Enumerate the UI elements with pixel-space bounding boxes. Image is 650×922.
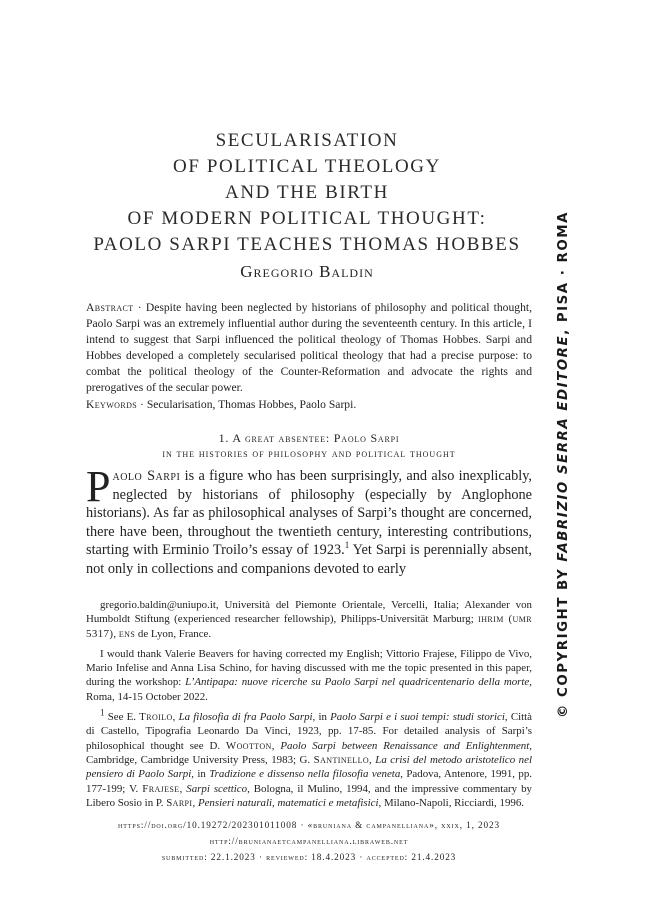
title-line: SECULARISATION (215, 130, 399, 151)
copyright-prefix: © COPYRIGHT BY (556, 561, 571, 718)
footnotes (86, 598, 532, 816)
affiliation-note (86, 598, 532, 641)
footnote-1 (86, 707, 533, 810)
thanks-title: L’Antipapa: nuove ricerche su Paolo Sarpi nel quadricentenario della morte (185, 676, 530, 689)
copyright-suffix: , PISA · ROMA (556, 211, 571, 335)
keywords (86, 397, 532, 413)
acknowledgement-note (86, 647, 532, 704)
thanks-text: , Roma, 14-15 October 2022. (86, 676, 532, 703)
title-line: AND THE BIRTH (225, 182, 389, 203)
fn-author: Troilo (139, 711, 173, 724)
section-heading (86, 430, 532, 462)
fn-text: , Milano-Napoli, Ricciardi, 1996. (378, 796, 524, 809)
keywords-label: Keywords (86, 398, 138, 411)
fn-title: Paolo Sarpi between Renaissance and Enlightenment (280, 739, 530, 752)
doi-link[interactable]: https://doi.org/10.19272/202301011008 · «bruniana & campanelliana», xxix, 1, 2023 (118, 820, 500, 830)
footnote-number: 1 (100, 707, 105, 718)
copyright-notice (556, 211, 571, 718)
keywords-text: Secularisation, Thomas Hobbes, Paolo Sarpi. (146, 398, 357, 411)
abstract-label: Abstract (86, 301, 134, 314)
abstract (86, 300, 532, 396)
fn-text: , Città di Castello, Tipografia Leonardo Da Vinci, 1923, pp. 17-85. For detailed analysis of Sarpi’s philosophical thought see D. (86, 711, 532, 752)
submission-dates: submitted: 22.1.2023 · reviewed: 18.4.2023 · accepted: 21.4.2023 (161, 852, 457, 862)
author-name: Gregorio Baldin (240, 262, 374, 281)
fn-text: , (192, 796, 198, 809)
section-heading-line1: 1. A great absentee: Paolo Sarpi (218, 431, 400, 445)
fn-text: , in (312, 711, 331, 724)
affiliation-text: , (113, 627, 119, 640)
section-heading-line2: in the histories of philosophy and political thought (162, 448, 456, 460)
fn-title: Tradizione e dissenso nella filosofia veneta (209, 768, 401, 781)
fn-text: , (172, 711, 179, 724)
title-line: OF MODERN POLITICAL THOUGHT: (127, 208, 487, 229)
affiliation-text: ens (118, 627, 136, 640)
fn-text: , Padova, Antenore, 1991, pp. 177-199; V. (86, 768, 533, 795)
fn-title: La crisi del metodo aristotelico nel pensiero di Paolo Sarpi (86, 753, 532, 781)
fn-text: , (369, 753, 376, 766)
fn-title: Sarpi scettico (186, 782, 248, 795)
fn-author: Frajese (142, 782, 180, 795)
fn-text: See E. (104, 711, 140, 724)
fn-title: Paolo Sarpi e i suoi tempi: studi storici (330, 711, 505, 724)
fn-title: La filosofia di fra Paolo Sarpi (178, 711, 313, 724)
fn-text: , Cambridge, Cambridge University Press, 1983; G. (86, 739, 532, 766)
fn-author: Wootton (225, 739, 272, 752)
fn-text: , (179, 782, 187, 795)
affiliation-text: ihrim (umr 5317) (86, 613, 532, 640)
copyright-publisher: FABRIZIO SERRA EDITORE (556, 334, 571, 562)
title-line: PAOLO SARPI TEACHES THOMAS HOBBES (93, 234, 521, 255)
abstract-text: Despite having been neglected by historians of philosophy and political thought, Paolo Sarpi was an extremely influential author during the seventeenth century. In this article, I intend to suggest that Sarpi influenced the political theology of Thomas Hobbes. Sarpi and Hobbes developed a completely secularised political theology that had a precise purpose: to combat the political theology of the Counter-Reformation and advocate the rights and prerogatives of the secular power. (86, 301, 532, 394)
fn-author: Santinello (313, 753, 370, 766)
keywords-sep: · (137, 398, 147, 411)
journal-url-link[interactable]: http://brunianaetcampanelliana.libraweb.net (209, 836, 409, 846)
fn-text: , (271, 739, 281, 752)
footnote-ref[interactable]: 1 (344, 540, 350, 551)
fn-text: , Bologna, il Mulino, 1994, and the impressive commentary by Libero Sosio in P. (86, 782, 532, 809)
fn-text: , in (191, 768, 210, 781)
body-text-cont: Yet Sarpi is perennially absent, not only in collections and companions devoted to early (86, 542, 532, 577)
thanks-text: I would thank Valerie Beavers for having corrected my English; Vittorio Frajese, Filippo de Vivo, Mario Infelise and Anna Lisa Schino, for having discussed with me the topic presented in this paper, during the workshop: (86, 647, 532, 689)
body-text: is a figure who has been surprisingly, and also inexplicably, neglected by historians of philosophy (especially by Anglophone historians). As far as philosophical analyses of Sarpi’s thought are concerned, there have been, throughout the twentieth century, interesting contributions, starting with Erminio Troilo’s essay of 1923. (86, 468, 532, 559)
title-line: OF POLITICAL THEOLOGY (173, 156, 441, 177)
affiliation-text: de Lyon, France. (135, 627, 212, 640)
article-title (80, 128, 534, 258)
abstract-sep: · (133, 301, 146, 314)
page-footer (86, 817, 532, 865)
drop-cap: P (86, 462, 111, 511)
affiliation-text: gregorio.baldin@uniupo.it, Università del Piemonte Orientale, Vercelli, Italia; Alexander von Humboldt Stiftung (experienced researcher fellowship), Philipps-Universität Marburg; (86, 599, 532, 626)
first-words: aolo Sarpi (112, 468, 181, 484)
fn-author: Sarpi (166, 796, 193, 809)
body-paragraph (86, 462, 532, 579)
fn-title: Pensieri naturali, matematici e metafisici (197, 796, 379, 809)
